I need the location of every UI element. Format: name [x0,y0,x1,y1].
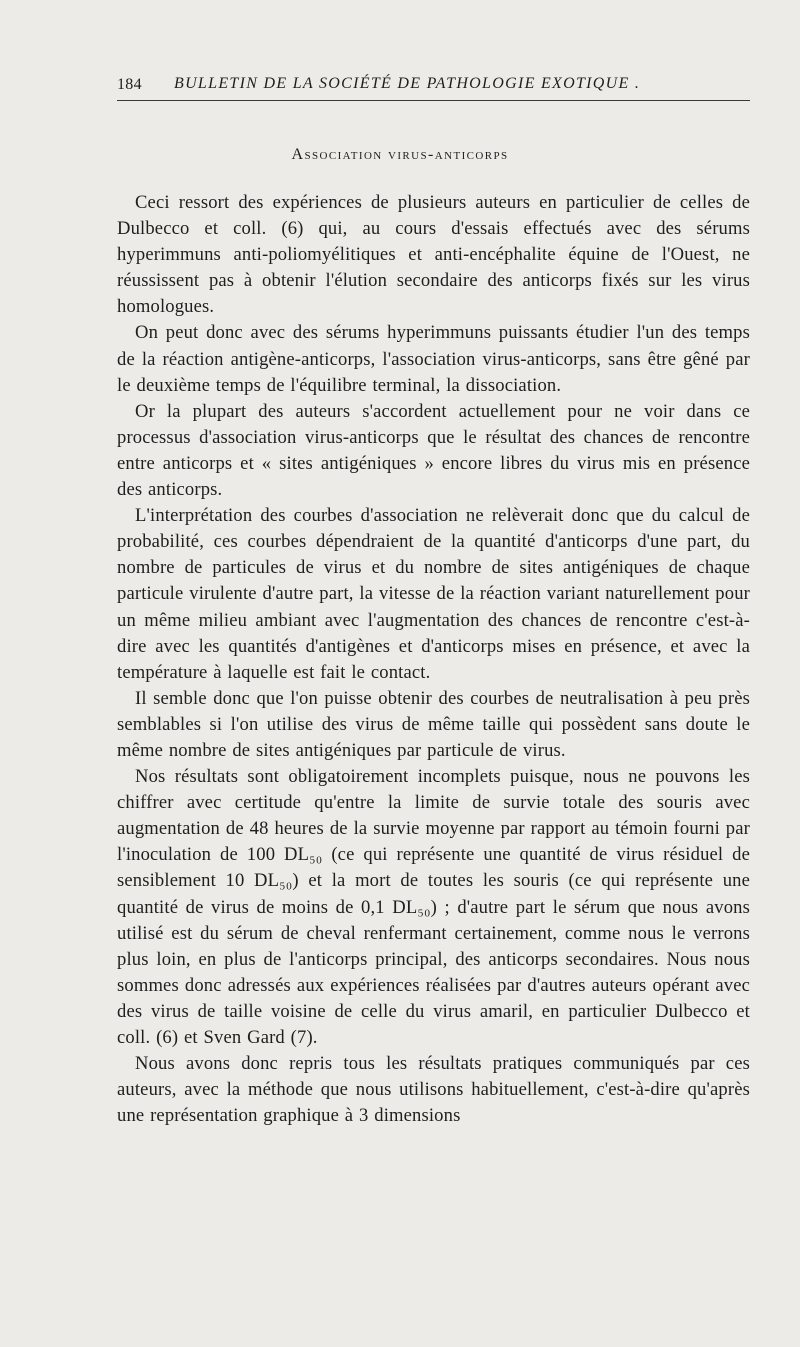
paragraph-4: L'interprétation des courbes d'association ne relèverait donc que du calcul de probabilité, ces courbes dépendraient de la quantité d'anticorps d'une part, du nombre de particules de virus et du nombre de sites antigéniques de chaque particule virulente d'autre part, la vitesse de la réaction variant naturellement pour un même milieu ambiant avec l'augmentation des chances de rencontre c'est-à-dire avec les quantités d'antigènes et d'anticorps mises en présence, et avec la température à laquelle est fait le contact. [117,505,750,683]
paragraph-2: On peut donc avec des sérums hyperimmuns puissants étudier l'un des temps de la réaction antigène-anticorps, l'association virus-anticorps, sans être gêné par le deuxième temps de l'équilibre terminal, la dissociation. [117,322,750,396]
paragraph-5: Il semble donc que l'on puisse obtenir des courbes de neutralisation à peu près semblables si l'on utilise des virus de même taille qui possèdent sans doute le même nombre de sites antigéniques par particule de virus. [117,687,750,761]
paragraph-3: Or la plupart des auteurs s'accordent actuellement pour ne voir dans ce processus d'association virus-anticorps que le résultat des chances de rencontre entre anticorps et « sites antigéniques » encore libres du virus mis en présence des anticorps. [117,400,750,501]
page-number: 184 [117,76,142,93]
body-text [117,190,750,1129]
section-heading: Association virus-anticorps [291,146,509,163]
header-rule [117,100,750,101]
paragraph-6: Nos résultats sont obligatoirement incomplets puisque, nous ne pouvons les chiffrer avec certitude qu'entre la limite de survie totale des souris avec augmentation de 48 heures de la survie moyenne par rapport au témoin fourni par l'inoculation de 100 DL₅₀ (ce qui représente une quantité de virus résiduel de sensiblement 10 DL₅₀) et la mort de toutes les souris (ce qui représente une quantité de virus de moins de 0,1 DL₅₀) ; d'autre part le sérum que nous avons utilisé est du sérum de cheval renfermant certainement, comme nous le verrons plus loin, en plus de l'anticorps principal, des anticorps secondaires. Nous nous sommes donc adressés aux expériences réalisées par d'autres auteurs opérant avec des virus de taille voisine de celle du virus amaril, en particulier Dulbecco et coll. (6) et Sven Gard (7). [117,766,750,1048]
paragraph-7: Nous avons donc repris tous les résultats pratiques communiqués par ces auteurs, avec la méthode que nous utilisons habituellement, c'est-à-dire qu'après une représentation graphique à 3 dimensions [117,1053,750,1127]
journal-title: BULLETIN DE LA SOCIÉTÉ DE PATHOLOGIE EXOTIQUE . [174,75,641,92]
running-header [117,72,750,102]
paragraph-1: Ceci ressort des expériences de plusieurs auteurs en particulier de celles de Dulbecco et coll. (6) qui, au cours d'essais effectués avec des sérums hyperimmuns anti-poliomyélitiques et anti-encéphalite équine de l'Ouest, ne réussissent pas à obtenir l'élution secondaire des anticorps fixés sur les virus homologues. [117,192,750,318]
